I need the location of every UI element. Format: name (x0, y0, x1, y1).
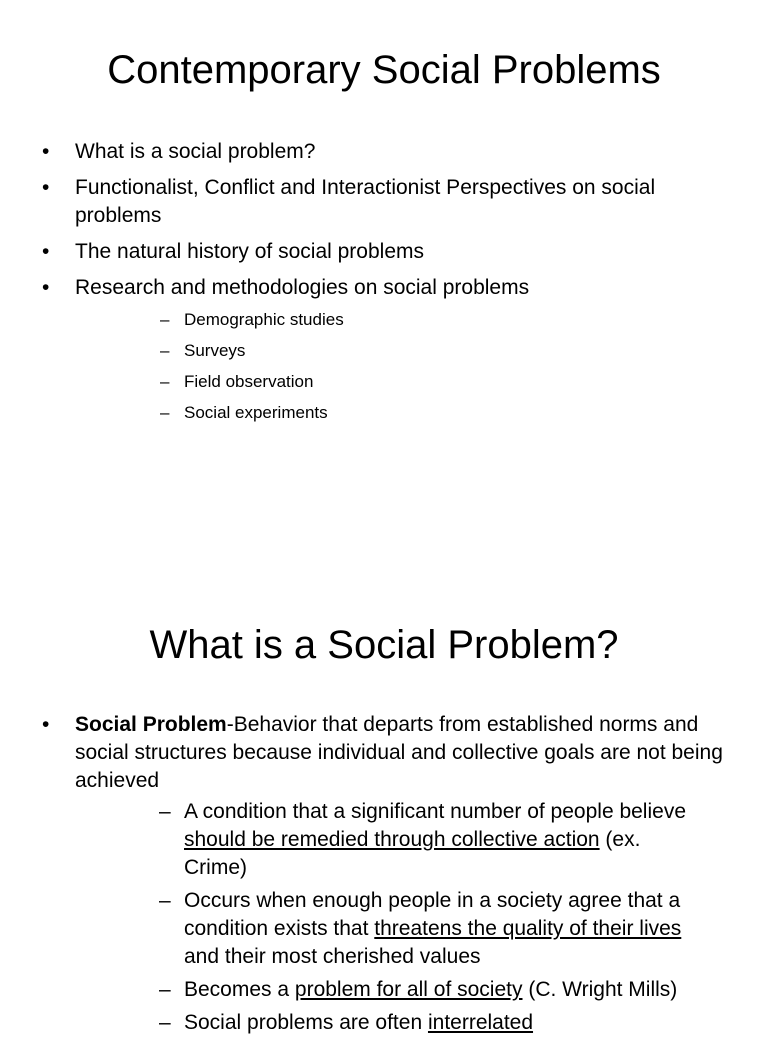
sub-bullet-item: – Field observation (75, 366, 738, 397)
sub-bullet-item (75, 887, 738, 971)
bullet-text: Research and methodologies on social problems (75, 276, 530, 299)
slide-title: What is a Social Problem? (149, 623, 619, 667)
sub-bullet-item: – Surveys (75, 335, 738, 366)
point-underlined-text: interrelated (427, 1011, 534, 1034)
point-text: A condition that a significant number of people believe (184, 800, 687, 823)
point-text: (ex. Crime) (184, 828, 641, 879)
sub-bullet-item (75, 798, 738, 882)
sub-bullet-item: – Demographic studies (75, 304, 738, 335)
definition-bullet (0, 711, 768, 1037)
point-text: Occurs when enough people in a society agree that a condition exists that (184, 889, 681, 940)
definition-term: Social Problem (75, 713, 227, 736)
slide-what-is-a-social-problem (0, 512, 768, 1034)
slide-title: Contemporary Social Problems (107, 48, 661, 92)
point-underlined-text: should be remedied through collective action (184, 828, 600, 851)
bullet-item-research (0, 274, 768, 428)
point-underlined-text: threatens the quality of their lives (374, 917, 682, 940)
sub-bullet-item: – Social experiments (75, 397, 738, 428)
sub-bullet-item (75, 1009, 738, 1037)
point-text: (C. Wright Mills) (522, 978, 678, 1001)
point-underlined-text: problem for all of society (294, 978, 523, 1001)
sub-bullet-list (75, 798, 738, 1037)
sub-bullet-item (75, 976, 738, 1004)
point-text: Social problems are often (184, 1011, 428, 1034)
definition-text: -Behavior that departs from established norms and social structures because individual and collective goals are not being achieved (75, 713, 723, 792)
point-text: Becomes a (184, 978, 295, 1001)
point-text: and their most cherished values (184, 945, 481, 968)
bullet-item: • Functionalist, Conflict and Interactionist Perspectives on social problems (0, 174, 768, 230)
bullet-item: • The natural history of social problems (0, 238, 768, 266)
bullet-list (0, 138, 768, 436)
bullet-list (0, 711, 768, 1042)
slide-contemporary-social-problems (0, 0, 768, 512)
bullet-item: • What is a social problem? (0, 138, 768, 166)
sub-bullet-list (75, 304, 738, 428)
